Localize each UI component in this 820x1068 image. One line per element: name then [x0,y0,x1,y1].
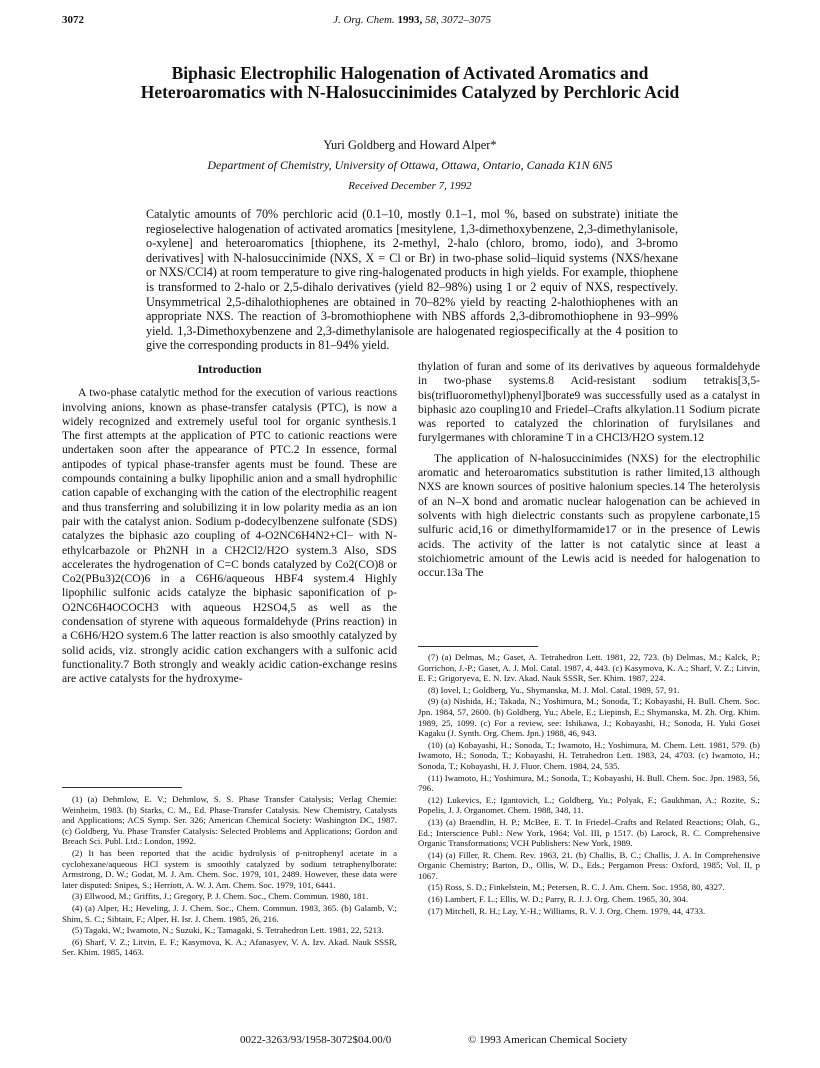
footnotes-left [62,794,397,959]
article-authors: Yuri Goldberg and Howard Alper* [323,138,497,152]
article-affiliation: Department of Chemistry, University of Ottawa, Ottawa, Ontario, Canada K1N 6N5 [207,158,613,172]
journal-citation [62,14,762,26]
received-date: Received December 7, 1992 [348,180,472,192]
footnote: (7) (a) Delmas, M.; Gaset, A. Tetrahedron Lett. 1981, 22, 723. (b) Delmas, M.; Kalck, P.; Gorrichon, J.-P.; Gaset, A. J. Mol. Catal. 1987, 4, 443. (c) Kasymova, K. A.; Sharf, V. Z.; Litvin, E. F.; Grigoryeva, E. N. Izv. Akad. Nauk SSSR, Ser. Khim. 1987, 224. [418,652,760,684]
footnote: (17) Mitchell, R. H.; Lay, Y.-H.; Williams, R. V. J. Org. Chem. 1979, 44, 4733. [428,905,706,916]
left-column [62,360,397,693]
page-number: 3072 [62,14,84,26]
footnote: (1) (a) Dehmlow, E. V.; Dehmlow, S. S. Phase Transfer Catalysis; Verlag Chemie: Weinheim, 1983. (b) Starks, C. M., Ed. Phase-Transfer Catalysis. New Chemistry, Catalysts and Applications; ACS Symp. Ser. 326; American Chemical Society: Washington DC, 1987. (c) Goldberg, Yu. Phase Transfer Catalysis: Selected Problems and Applications; Gordon and Breach Sci. Publ. Ltd.: London, 1992. [62,794,397,847]
copyright-notice: © 1993 American Chemical Society [468,1034,628,1046]
running-head [62,14,762,30]
journal-name: J. Org. Chem. [333,14,395,26]
abstract: Catalytic amounts of 70% perchloric acid (0.1–10, mostly 0.1–1, mol %, based on substrate) initiate the regioselective halogenation of activated aromatics [mesitylene, 1,3-dimethoxybenzene, 2,3-dimethylanisole, o-xylene] and heteroaromatics [thiophene, its 2-methyl, 2-halo (chloro, bromo, iodo), and 3-bromo derivatives] with N-halosuccinimide (NXS, X = Cl or Br) in two-phase solid–liquid systems (NXS/hexane or NXS/CCl4) at room temperature to give ring-halogenated products in high yields. For example, thiophene is transformed to 2-halo or 2,5-dihalo derivatives (yield 82–98%) using 1 or 2 equiv of NXS, respectively. Unsymmetrical 2,5-dihalothiophenes are obtained in 70–82% yield by reacting 2-halothiophenes with an appropriate NXS. The reaction of 3-bromothiophene with NBS affords 2,3-dibromothiophene in 93–99% yield. 1,3-Dimethoxybenzene and 2,3-dimethylanisole are halogenated regiospecifically at the 4 position to give the corresponding products in 81–94% yield. [146,207,678,353]
article-title: Biphasic Electrophilic Halogenation of Activated Aromatics and Heteroaromatics with N-Halosuccinimides Catalyzed by Perchloric Acid [140,63,680,102]
body-paragraph: A two-phase catalytic method for the execution of various reactions involving anions, known as phase-transfer catalysis (PTC), is now a widely recognized and extremely useful tool for organic synthesis.1 The first attempts at the application of PTC to cationic reactions were undertaken soon after the appearance of PTC.2 In essence, formal antipodes of typical phase-transfer agents must be found. These are compounds containing a bulky lipophilic anion and a small hydrophilic cation capable of exchanging with the cation of the electrophilic reagent and thus transferring and solubilizing it in low polarity media as an ion pair with the catalyst anion. Sodium p-dodecylbenzene sulfonate (SDS) catalyzes the biphasic azo coupling of 4-O2NC6H4N2+Cl− with N-ethylcarbazole or Ph2NH in a CH2Cl2/H2O system.3 Also, SDS accelerates the hydrogenation of C=C bonds catalyzed by Co2(CO)8 or Co2(PBu3)2(CO)6 in a C6H6/aqueous HBF4 system.4 Highly lipophilic sulfonic acids catalyze the biphasic saponification of p-O2NC6H4OCOCH3 with aqueous H2SO4,5 as well as the condensation of styrene with aqueous formaldehyde (Prins reaction) in a C6H6/H2O system.6 The latter reaction is also smoothly catalyzed by solid acids, viz. strongly acidic cation exchangers with a sulfonic acid functionality.7 Both strongly and weakly acidic cation-exchange resins are active catalysts for the hydroxyme- [62,386,397,686]
footnote: (4) (a) Alper, H.; Heveling, J. J. Chem. Soc., Chem. Commun. 1983, 365. (b) Galamb, V.; Shim, S. C.; Sibtain, F.; Alper, H. Isr. J. Chem. 1985, 26, 216. [62,902,397,924]
footnote: (3) Ellwood, M.; Griffits, J.; Gregory, P. J. Chem. Soc., Chem. Commun. 1980, 181. [72,891,369,902]
journal-volume-pages: 58, 3072–3075 [424,14,491,26]
footnote: (5) Tagaki, W.; Iwamoto, N.; Suzuki, K.; Tamagaki, S. Tetrahedron Lett. 1981, 22, 5213. [72,925,384,936]
footnote: (10) (a) Kobayashi, H.; Sonoda, T.; Iwamoto, H.; Yoshimura, M. Chem. Lett. 1981, 579. (b) Iwamoto, H.; Sonoda, T.; Kobayashi, H. Tetrahedron Lett. 1983, 24, 4703. (c) Iwamoto, H.; Sonoda, T.; Kobayashi, H. J. Fluor. Chem. 1984, 24, 535. [418,739,760,771]
footnote: (2) It has been reported that the acidic hydrolysis of p-nitrophenyl acetate in a cyclohexane/aqueous HCl system is smoothly catalyzed by sodium tetraphenylborate: Armstrong, D. W.; Godat, M. J. Am. Chem. Soc. 1979, 101, 2489. However, these data were later disputed: Snipes, S.; Herriott, A. W. J. Am. Chem. Soc. 1979, 101, 6441. [62,847,397,890]
footnote: (15) Ross, S. D.; Finkelstein, M.; Petersen, R. C. J. Am. Chem. Soc. 1958, 80, 4327. [428,882,725,893]
body-paragraph: thylation of furan and some of its derivatives by aqueous formaldehyde in two-phase systems.8 Acid-resistant sodium tetrakis[3,5-bis(trifluoromethyl)phenyl]borate9 was successfully used as a catalyst in biphasic azo coupling10 and Friedel–Crafts alkylation.11 Sodium picrate was reported to catalyzed the chlorination of furylsilanes and furylgermanes with chloramine T in a CHCl3/H2O system.12 [418,360,760,445]
footnote-divider [62,787,182,788]
footnote: (14) (a) Filler, R. Chem. Rev. 1963, 21. (b) Challis, B. C.; Challis, J. A. In Comprehensive Organic Chemistry; Barton, D., Ollis, W. D., Eds.; Pergamon Press: Oxford, 1985; Vol. II, p 1067. [418,849,760,881]
section-heading-introduction: Introduction [197,362,262,376]
body-paragraph: The application of N-halosuccinimides (NXS) for the electrophilic aromatic and heteroaromatics substitution is rather limited,13 although NXS are known sources of positive halonium species.14 The heterolysis of an N–X bond and aromatic nuclear halogenation can be achieved in solvents with high dielectric constants such as propylene carbonate,15 sulfuric acid,16 or dimethylformamide17 or in the presence of Lewis acids. The activity of the latter is not catalytic since at least a stoichiometric amount of the Lewis acid is needed for halogenation to occur.13a The [418,451,760,580]
footnote-divider [418,646,538,647]
journal-year: 1993, [397,14,423,26]
right-column [418,360,760,586]
footnote: (12) Lukevics, E.; Igantovich, L.; Goldberg, Yu.; Polyak, F.; Gaukhman, A.; Rozite, S.; Popelis, J. J. Organomet. Chem. 1988, 348, 11. [418,794,760,816]
publication-code: 0022-3263/93/1958-3072$04.00/0 [240,1034,392,1046]
footnote: (8) Iovel, I.; Goldberg, Yu., Shymanska, M. J. Mol. Catal. 1989, 57, 91. [428,684,680,695]
footnote: (16) Lambert, F. L.; Ellis, W. D.; Parry, R. J. J. Org. Chem. 1965, 30, 304. [428,894,689,905]
footnotes-right [418,652,760,917]
footnote: (9) (a) Nishida, H.; Takada, N.; Yoshimura, M.; Sonoda, T.; Kobayashi, H. Bull. Chem. Soc. Jpn. 1984, 57, 2600. (b) Goldberg, Yu.; Abele, E.; Liepinsh, E.; Shymanska, M. Zh. Org. Khim. 1989, 25, 1099. (c) For a review, see: Ishikawa, J.; Kobayashi, H.; Sonoda, H. Yuki Gosei Kagaku (J. Synth. Org. Chem. Jpn.) 1988, 46, 943. [418,696,760,739]
footnote: (6) Sharf, V. Z.; Litvin, E. F.; Kasymova, K. A.; Afanasyev, V. A. Izv. Akad. Nauk SSSR, Ser. Khim. 1985, 1463. [62,936,397,958]
footnote: (11) Iwamoto, H.; Yoshimura, M.; Sonoda, T.; Kobayashi, H. Bull. Chem. Soc. Jpn. 1983, 56, 796. [418,772,760,794]
footnote: (13) (a) Braendlin, H. P.; McBee, E. T. In Friedel–Crafts and Related Reactions; Olah, G., Ed.; Interscience Publ.: New York, 1964; Vol. III, p 1517. (b) Larock, R. C. Comprehensive Organic Transformations; VCH Publishers: New York, 1989. [418,816,760,849]
